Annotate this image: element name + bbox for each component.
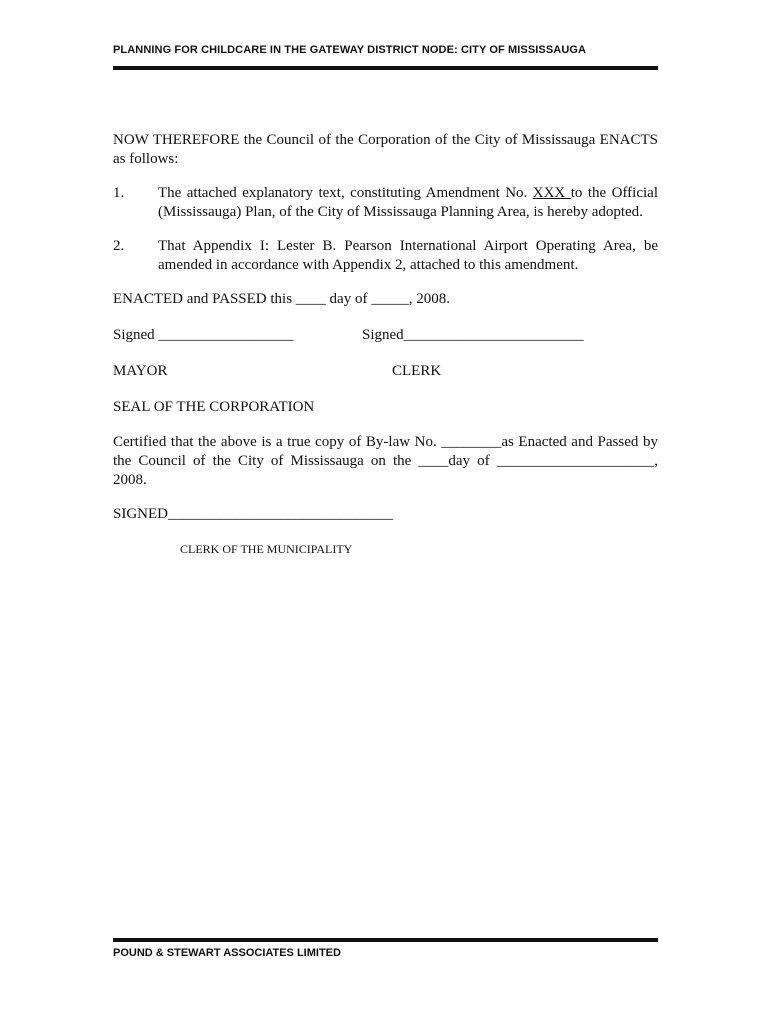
header-rule [113,66,658,70]
signed-clerk-line: Signed________________________ [362,327,584,343]
amendment-number: XXX [532,185,571,201]
mayor-label: MAYOR [113,363,168,379]
certified-paragraph: Certified that the above is a true copy of By-law No. ________as Enacted and Passed by the Council of the City of Mississauga on the ____day of _____________________, 2008. [113,434,658,488]
item-1-text-after: to the Official (Mississauga) Plan, of the City of Mississauga Planning Area, is hereby adopted. [158,185,658,220]
seal-label: SEAL OF THE CORPORATION [113,399,315,415]
enacted-line: ENACTED and PASSED this ____ day of _____, 2008. [113,291,450,307]
page-footer-company: POUND & STEWART ASSOCIATES LIMITED [113,947,341,959]
clerk-municipality-label: CLERK OF THE MUNICIPALITY [180,542,353,556]
footer-rule [113,938,658,942]
item-1-number: 1. [113,185,125,201]
signed-mayor-line: Signed __________________ [113,327,294,343]
page-header-title: PLANNING FOR CHILDCARE IN THE GATEWAY DISTRICT NODE: CITY OF MISSISSAUGA [113,44,587,56]
item-2-number: 2. [113,238,125,254]
signed-clerk-municipality-line: SIGNED______________________________ [113,506,393,522]
intro-paragraph: NOW THEREFORE the Council of the Corporation of the City of Mississauga ENACTS as follows: [113,132,658,167]
item-2-text: That Appendix I: Lester B. Pearson International Airport Operating Area, be amended in accordance with Appendix 2, attached to this amendment. [158,238,658,273]
clerk-label: CLERK [392,363,442,379]
item-1-text-before: The attached explanatory text, constituting Amendment No. [158,185,533,201]
item-1-text [158,184,658,222]
